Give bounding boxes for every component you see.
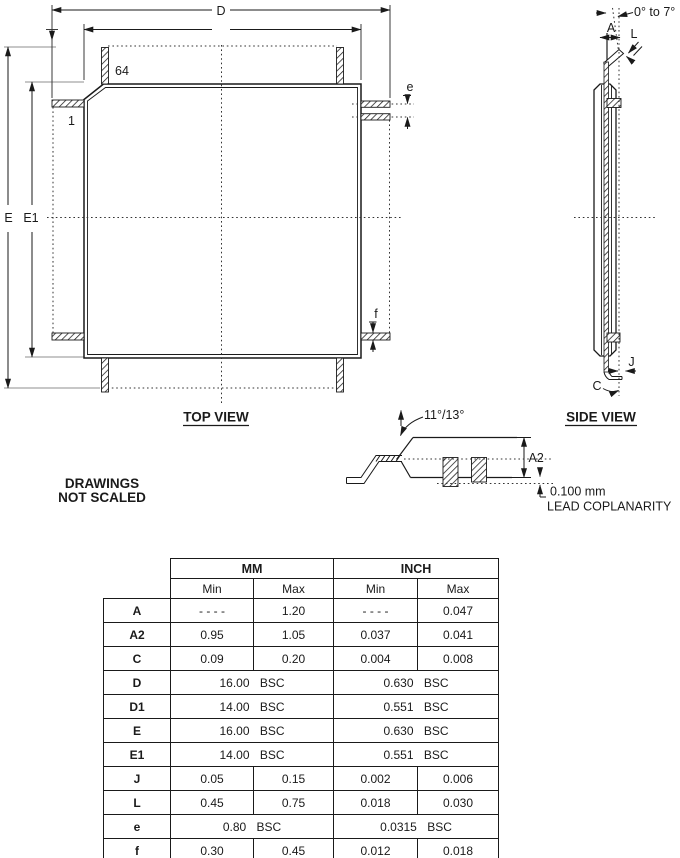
side-angle-label: 0° to 7°	[634, 5, 676, 19]
dim-label-f: f	[374, 307, 378, 321]
dim-value: 0.551 BSC	[334, 743, 499, 767]
dim-value: 0.018	[418, 839, 499, 858]
dim-value: 0.15	[254, 767, 334, 791]
table-row	[104, 599, 499, 623]
package-body	[84, 84, 361, 358]
dim-value: 0.030	[418, 791, 499, 815]
dim-value: 14.00 BSC	[171, 695, 334, 719]
dim-label-L: L	[630, 27, 638, 41]
dim-value: 0.008	[418, 647, 499, 671]
dim-value: 0.45	[254, 839, 334, 858]
dim-value: 0.09	[171, 647, 254, 671]
top-view	[4, 4, 414, 426]
dim-value: 14.00 BSC	[171, 743, 334, 767]
dim-symbol: D1	[104, 695, 171, 719]
table-blank-cell	[104, 559, 171, 579]
coplanarity-value: 0.100 mm	[550, 484, 606, 499]
dim-label-A: A	[606, 21, 616, 35]
table-subheader: Max	[418, 579, 499, 599]
table-row	[104, 719, 499, 743]
dim-value: 0.551 BSC	[334, 695, 499, 719]
side-view-title: SIDE VIEW	[566, 409, 636, 425]
table-group-inch: INCH	[334, 559, 499, 579]
dim-symbol: A2	[104, 623, 171, 647]
dim-value: 0.20	[254, 647, 334, 671]
dim-value: 1.05	[254, 623, 334, 647]
dim-value: 0.006	[418, 767, 499, 791]
table-group-mm: MM	[171, 559, 334, 579]
note-line-2: NOT SCALED	[58, 490, 146, 505]
table-subheader: Min	[171, 579, 254, 599]
dim-label-E1: E1	[23, 211, 39, 225]
table-row	[104, 767, 499, 791]
table-row	[104, 647, 499, 671]
dim-symbol: C	[104, 647, 171, 671]
dim-value: 0.05	[171, 767, 254, 791]
coplanarity-label: LEAD COPLANARITY	[547, 499, 672, 514]
dim-value: 0.75	[254, 791, 334, 815]
pin-1-label: 1	[68, 114, 75, 128]
top-view-title: TOP VIEW	[183, 409, 249, 425]
dim-symbol: D	[104, 671, 171, 695]
dim-line-e	[403, 96, 411, 130]
table-row	[104, 815, 499, 839]
table-row	[104, 791, 499, 815]
dim-label-A2: A2	[528, 451, 544, 465]
side-view	[565, 5, 675, 426]
detail-angle-label: 11°/13°	[424, 408, 465, 422]
table-group-header-row	[104, 559, 499, 579]
dim-value: 0.30	[171, 839, 254, 858]
table-row	[104, 623, 499, 647]
dim-value: - - - -	[334, 599, 418, 623]
dim-label-E: E	[4, 211, 13, 225]
dim-value: 0.037	[334, 623, 418, 647]
dim-symbol: L	[104, 791, 171, 815]
table-blank-cell	[104, 579, 171, 599]
dim-symbol: f	[104, 839, 171, 858]
dim-symbol: J	[104, 767, 171, 791]
table-row	[104, 839, 499, 858]
note-line-1: DRAWINGS	[64, 476, 140, 491]
pin-64-label: 64	[115, 64, 129, 78]
dim-value: 16.00 BSC	[171, 671, 334, 695]
dim-value: 0.018	[334, 791, 418, 815]
dim-value: - - - -	[171, 599, 254, 623]
dim-value: 0.80 BSC	[171, 815, 334, 839]
dim-value: 0.002	[334, 767, 418, 791]
dim-value: 0.45	[171, 791, 254, 815]
dim-label-J: J	[628, 355, 635, 369]
dim-value: 0.630 BSC	[334, 671, 499, 695]
detail-gullwing-lead	[347, 456, 403, 484]
side-angle-leaders	[596, 13, 633, 17]
table-row	[104, 743, 499, 767]
dim-value: 1.20	[254, 599, 334, 623]
dim-value: 0.630 BSC	[334, 719, 499, 743]
dim-value: 0.041	[418, 623, 499, 647]
table-subheader: Max	[254, 579, 334, 599]
dim-value: 0.012	[334, 839, 418, 858]
dim-value: 0.004	[334, 647, 418, 671]
table-subheader-row	[104, 579, 499, 599]
dim-label-D: D	[216, 4, 226, 18]
dim-symbol: e	[104, 815, 171, 839]
dim-line-L	[627, 42, 643, 62]
detail-lead-sections	[443, 458, 487, 487]
detail-angle-leaders	[401, 411, 424, 436]
table-row	[104, 695, 499, 719]
dim-symbol: E1	[104, 743, 171, 767]
not-scaled-note	[58, 476, 146, 505]
table-row	[104, 671, 499, 695]
dim-value: 16.00 BSC	[171, 719, 334, 743]
dimension-table	[103, 558, 499, 858]
dim-symbol: E	[104, 719, 171, 743]
dim-label-e: e	[406, 80, 414, 94]
dim-label-C: C	[592, 379, 602, 393]
dim-value: 0.047	[418, 599, 499, 623]
table-subheader: Min	[334, 579, 418, 599]
dim-value: 0.95	[171, 623, 254, 647]
dim-symbol: A	[104, 599, 171, 623]
dim-leader-C	[603, 389, 619, 392]
dim-value: 0.0315 BSC	[334, 815, 499, 839]
